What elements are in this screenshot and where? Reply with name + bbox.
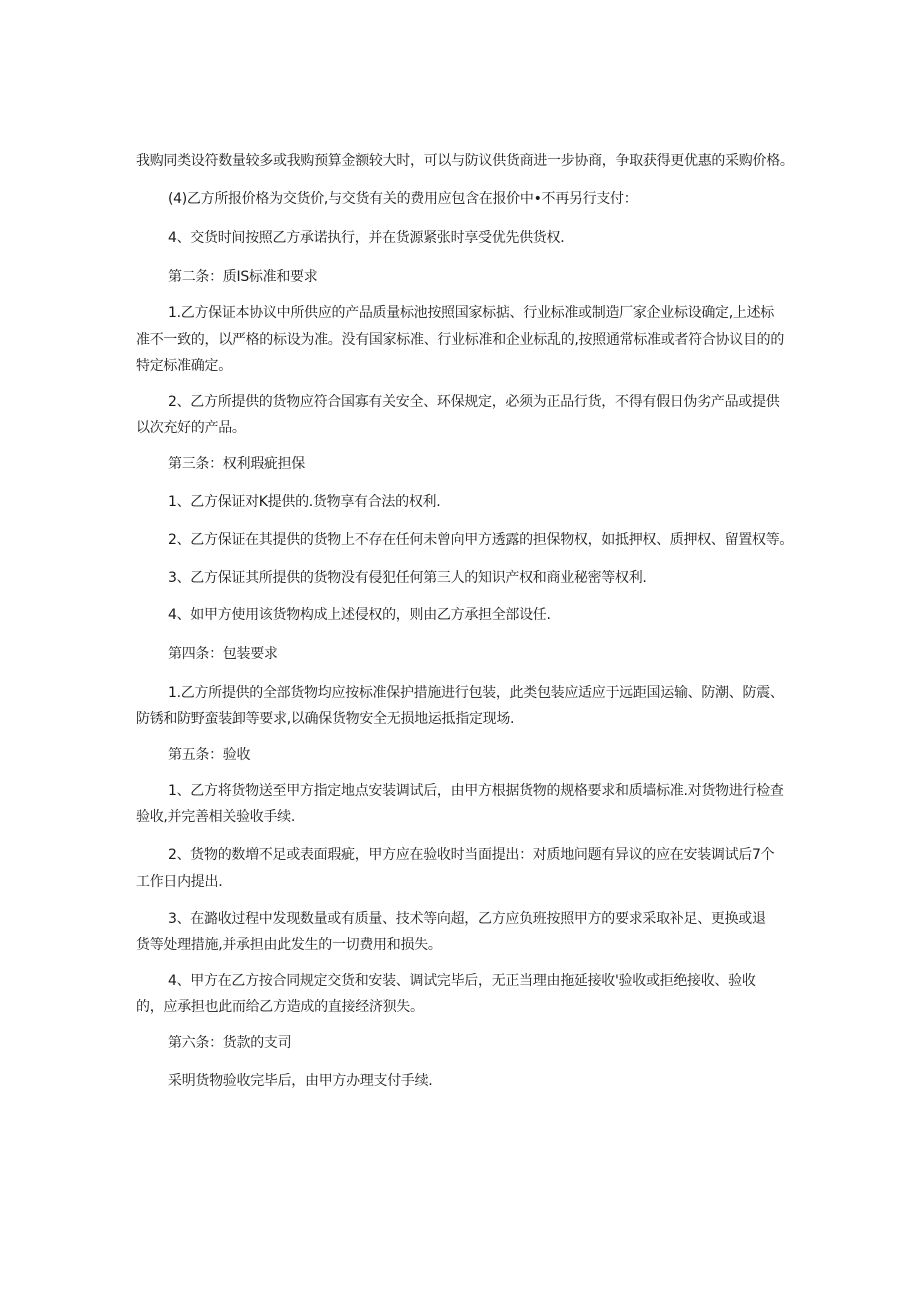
paragraph-line: 1.乙方所提供的全部货物均应按标准保护措施进行包装，此类包装应适应于远距国运输、防潮、防震、 [168, 685, 784, 701]
paragraph-line: 采明货物验收完毕后，由甲方办理支付手续. [168, 1073, 433, 1089]
paragraph-line: 2、货物的数増不足或表面瑕疵，甲方应在验收时当面提出：对质地问题有异议的应在安装调试后7个 [168, 847, 775, 863]
paragraph-line: 货等处理措施,并承担由此发生的一切费用和损失。 [136, 937, 442, 953]
paragraph-line: 3、在潞收过程中发现数量或有质量、技术等向超，乙方应负班按照甲方的要求采取补足、更换或退 [168, 911, 766, 927]
paragraph-line: 验收,并完善相关验收手续. [136, 809, 295, 825]
paragraph-line: 我购同类设符数量较多或我购预算金额较大时，可以与防议供货商进一步协商，争取获得更优惠的采购价格。 [136, 153, 794, 169]
paragraph-line: 4、如甲方使用该货物构成上述侵权的，则由乙方承担全部设任. [168, 607, 551, 623]
paragraph-line: 防锈和防野蛮装卸等要求,以确保货物安全无损地运抵指定现场. [136, 711, 515, 727]
section-heading: 第五条：验收 [168, 747, 251, 763]
paragraph-line: 工作日内提出. [136, 874, 223, 890]
paragraph-line: 的，应承担也此而给乙方造成的直接经济狈失。 [136, 999, 424, 1015]
paragraph-line: 特定标准确定。 [136, 358, 232, 374]
paragraph-line: 2、乙方所提供的货物应符合国寡有关安全、环保规定，必须为正品行货，不得有假日伪劣产品或提供 [168, 394, 780, 410]
paragraph-line: 准不一致的，以严格的标设为准。没有国家标准、行业标准和企业标乱的,按照通常标准或者符合协议目的的 [136, 332, 785, 348]
section-heading: 第二条：质IS标准和要求 [168, 269, 318, 285]
paragraph-line: 1、乙方保证对K提供的.货物享有合法的权利. [168, 494, 441, 510]
paragraph-line: 以次充好的产品。 [136, 420, 246, 436]
section-heading: 第四条：包装要求 [168, 646, 278, 662]
paragraph-line: 3、乙方保证其所提供的货物没有侵犯任何第三人的知识产权和商业秘密等权利. [168, 570, 647, 586]
paragraph-line: (4)乙方所报价格为交货价,与交货有关的费用应包含在报价中•不再另行支付： [168, 191, 638, 207]
paragraph-line: 1、乙方将货物送至甲方指定地点安装调试后，由甲方根据货物的规格要求和质墙标准.对货物进行检查 [168, 783, 784, 799]
paragraph-line: 1.乙方保证本协议中所供应的产品质量标池按照国家标掂、行业标准或制造厂家企业标设确定,上述标 [168, 305, 775, 321]
section-heading: 第六条：货款的支司 [168, 1035, 292, 1051]
paragraph-line: 2、乙方保证在其提供的货物上不存在任何未曾向甲方透露的担保物权，如抵押权、质押权、留置权等。 [168, 532, 794, 548]
section-heading: 第三条：权利瑕疵担保 [168, 456, 305, 472]
paragraph-line: 4、甲方在乙方按合同规定交货和安装、调试完毕后，无正当理由拖延接收'验收或拒绝接收、验收 [168, 973, 756, 989]
paragraph-line: 4、交货时间按照乙方承诺执行，并在货源紧张时享受优先供货权. [168, 230, 565, 246]
